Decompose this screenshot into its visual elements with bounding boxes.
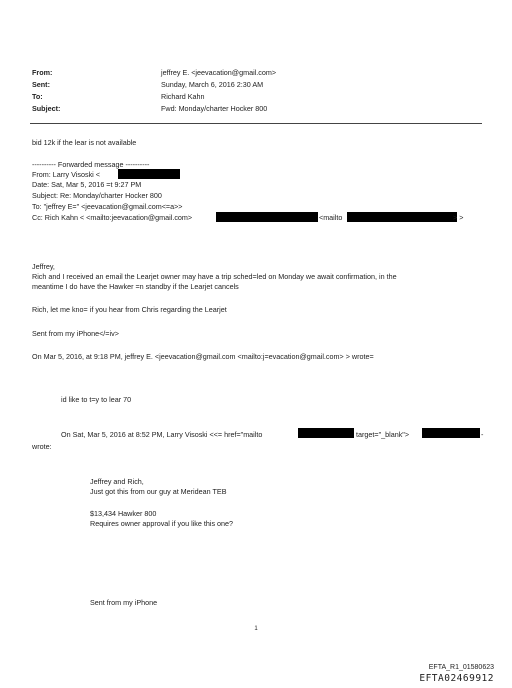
paragraph-1a: Rich and I received an email the Learjet owner may have a trip sched=led on Monday we await confirmation, in the (32, 272, 397, 281)
quote-header-2-wrote: wrote: (32, 442, 52, 451)
document-id-small: EFTA_R1_01580623 (428, 664, 494, 671)
fwd-date-line: Date: Sat, Mar 5, 2016 =t 9:27 PM (32, 180, 142, 189)
sent-label: Sent: (32, 80, 50, 89)
inner-signature: Sent from my iPhone (90, 598, 158, 607)
body-line-bid: bid 12k if the lear is not available (32, 138, 137, 147)
fwd-to-line: To: "jeffrey E=" <jeevacation@gmail.com<=a>> (32, 202, 183, 211)
inner-line: Just got this from our guy at Meridean TEB (90, 487, 227, 496)
from-value: jeffrey E. <jeevacation@gmail.com> (161, 68, 277, 77)
paragraph-1b: meantime I do have the Hawker =n standby if the Learjet cancels (32, 282, 239, 291)
fwd-cc-line: Cc: Rich Kahn < <mailto:jeevacation@gmail.com> (32, 213, 193, 222)
quote-header-1: On Mar 5, 2016, at 9:18 PM, jeffrey E. <jeevacation@gmail.com <mailto:j=evacation@gmail.com> > wrote= (32, 352, 374, 361)
from-label: From: (32, 68, 53, 77)
greeting: Jeffrey, (32, 262, 55, 271)
inner-question: Requires owner approval if you like this one? (90, 519, 234, 528)
quote-header-2-target: target="_blank"> (356, 430, 410, 439)
fwd-subject-line: Subject: Re: Monday/charter Hocker 800 (32, 191, 162, 200)
redaction-box (298, 428, 354, 438)
to-value: Richard Kahn (161, 92, 205, 101)
sent-value: Sunday, March 6, 2016 2:30 AM (161, 80, 264, 89)
fwd-from-line: From: Larry Visoski < (32, 170, 100, 179)
redaction-box (216, 212, 318, 222)
page-number: 1 (254, 626, 258, 632)
header-divider (30, 123, 482, 124)
forwarded-marker: ---------- Forwarded message ---------- (32, 160, 150, 169)
to-label: To: (32, 92, 43, 101)
quote-header-2: On Sat, Mar 5, 2016 at 8:52 PM, Larry Visoski <<= href="mailto (61, 430, 263, 439)
document-id-large: EFTA02469912 (419, 673, 494, 684)
subject-value: Fwd: Monday/charter Hocker 800 (161, 104, 268, 113)
redaction-box (422, 428, 480, 438)
fwd-cc-end: > > (453, 213, 464, 222)
inner-price: $13,434 Hawker 800 (90, 509, 157, 518)
subject-label: Subject: (32, 104, 61, 113)
redaction-box (347, 212, 457, 222)
paragraph-2: Rich, let me kno= if you hear from Chris regarding the Learjet (32, 305, 227, 314)
inner-greeting: Jeffrey and Rich, (90, 477, 144, 486)
redaction-box (118, 169, 180, 179)
fwd-cc-mailto: <mailto (319, 213, 343, 222)
quote-header-2-end: - (481, 430, 484, 439)
signature-line: Sent from my iPhone</=iv> (32, 329, 119, 338)
reply-line: id like to t=y to lear 70 (61, 395, 132, 404)
